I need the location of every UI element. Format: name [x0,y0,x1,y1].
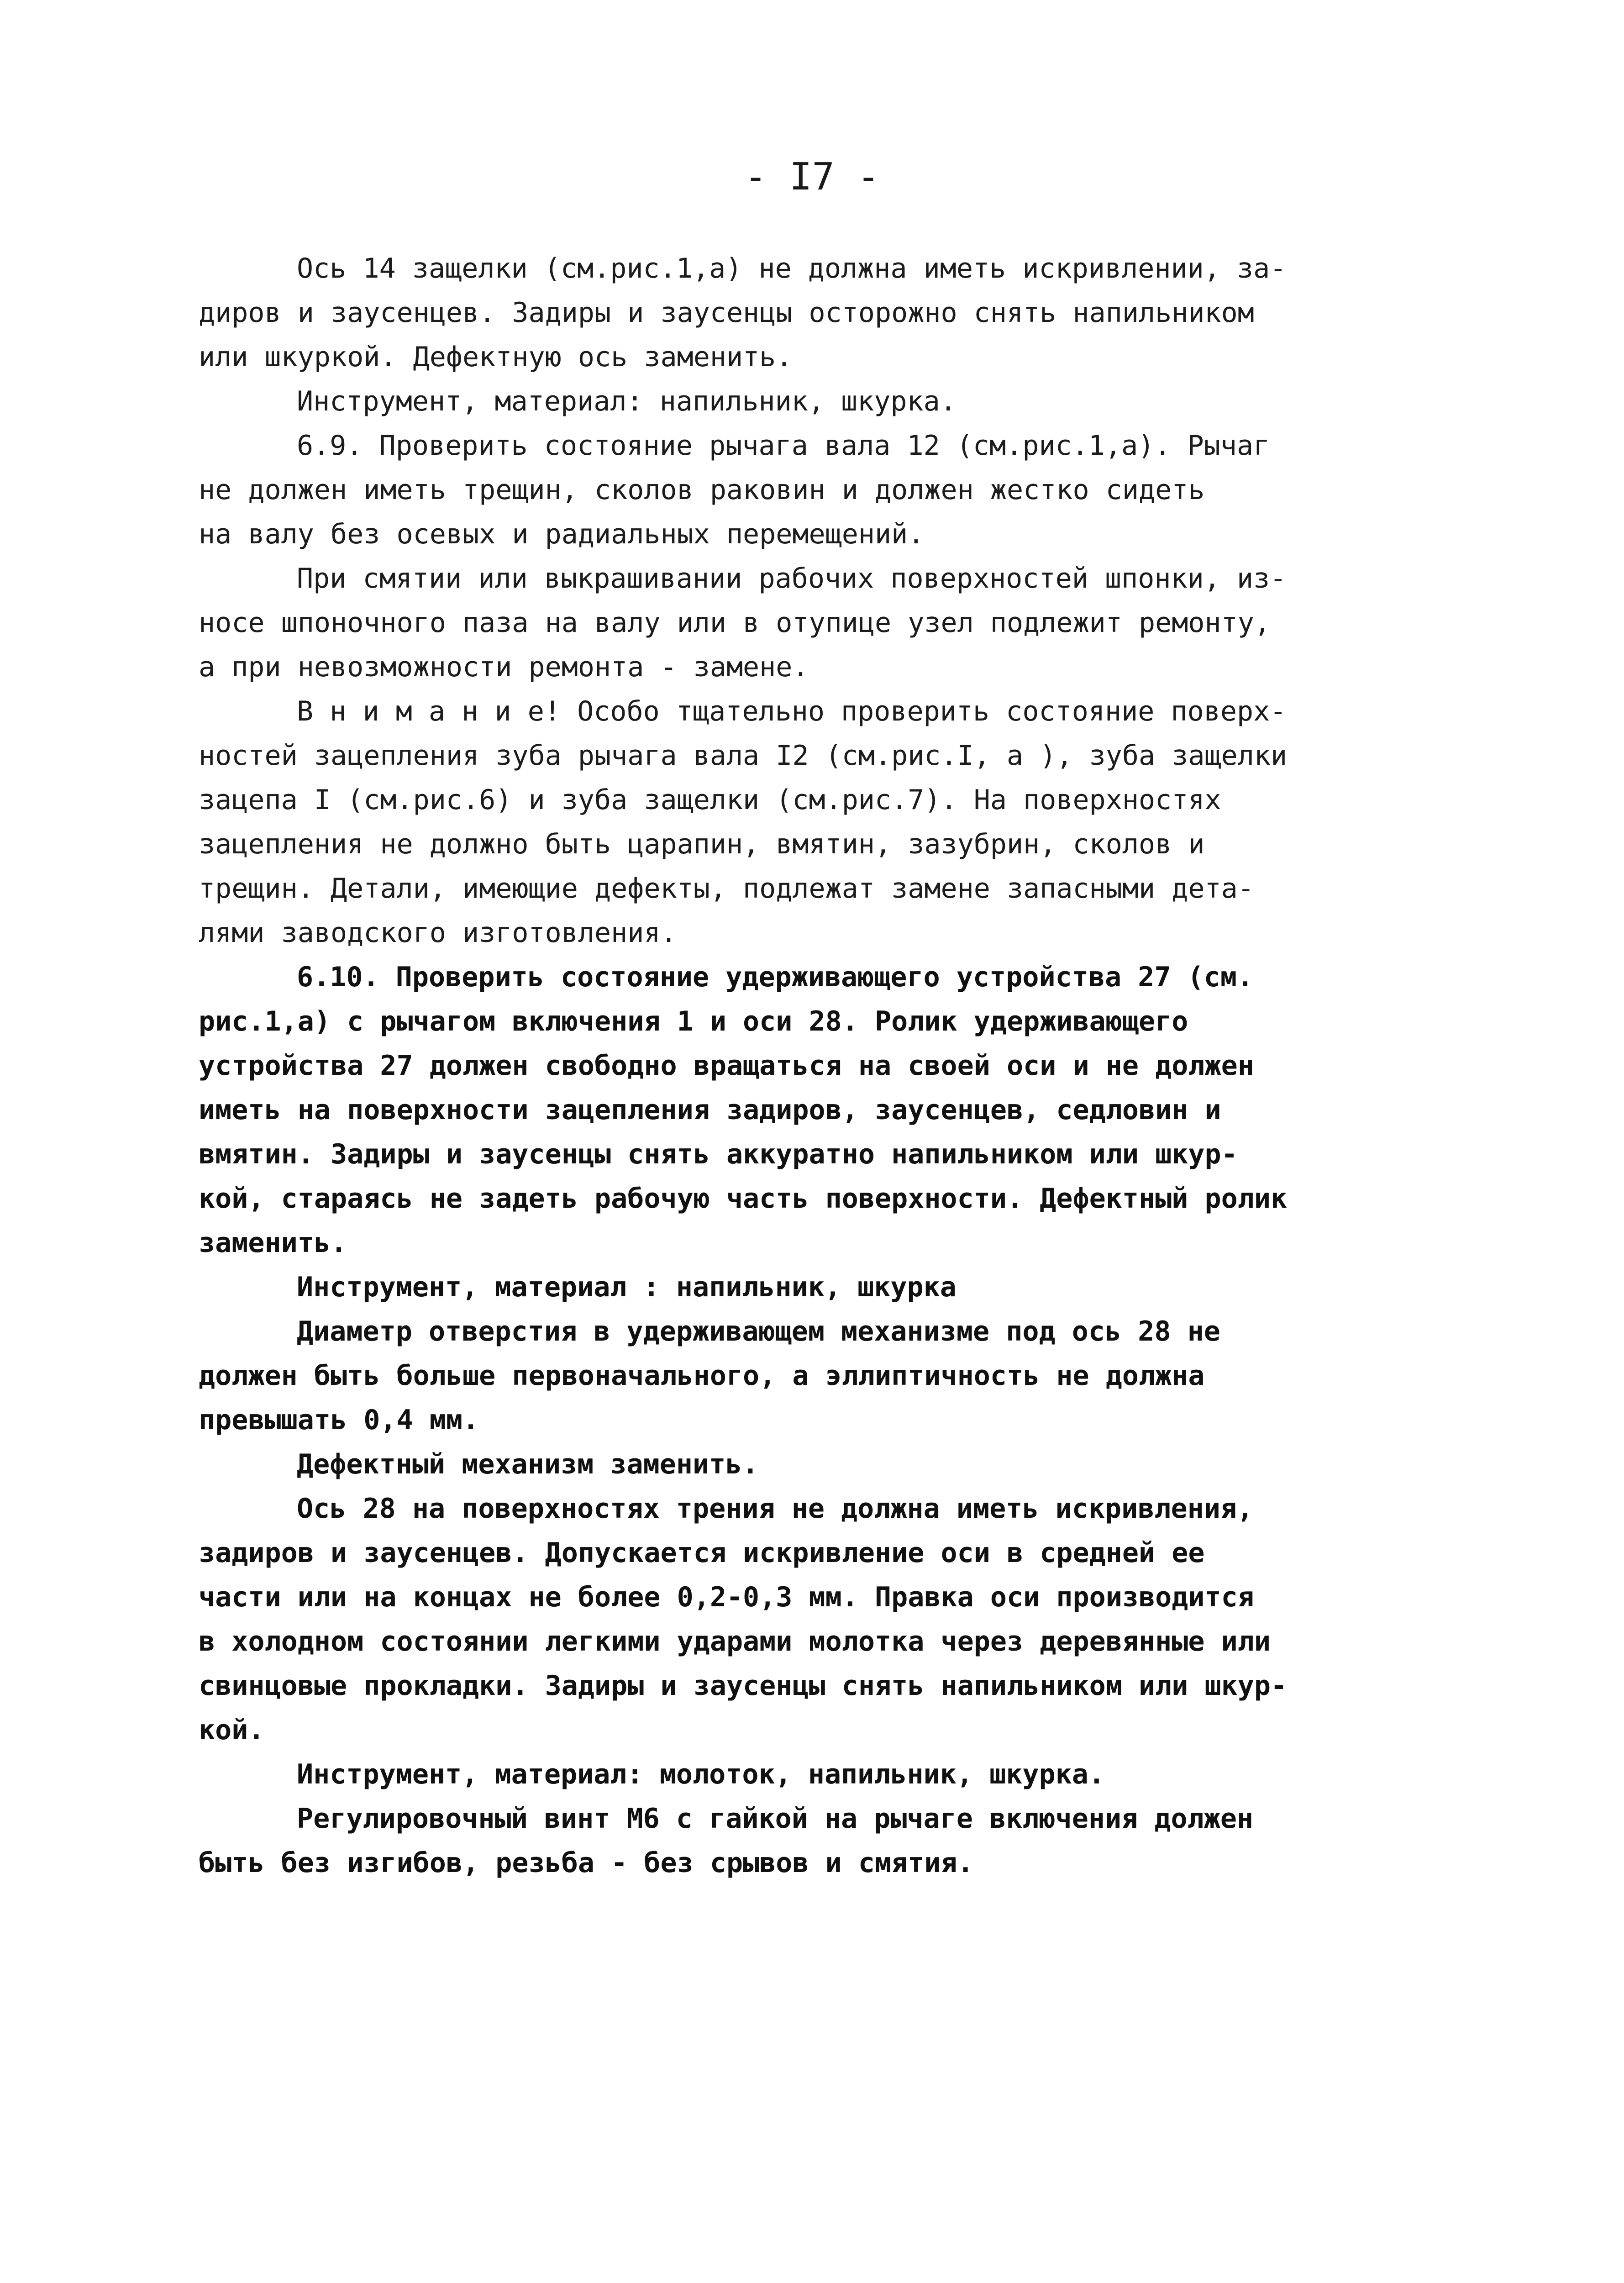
text-line: вмятин. Задиры и заусенцы снять аккуратно напильником или шкур- [199,1138,1238,1170]
text-line: зацепа I (см.рис.6) и зуба защелки (см.рис.7). На поверхностях [199,784,1221,816]
text-line: кой, стараясь не задеть рабочую часть поверхности. Дефектный ролик [199,1183,1288,1215]
text-line: носе шпоночного паза на валу или в отупице узел подлежит ремонту, [199,607,1271,639]
text-line: иметь на поверхности зацепления задиров, заусенцев, седловин и [199,1094,1221,1126]
text-line: быть без изгибов, резьба - без срывов и смятия. [199,1847,974,1879]
text-line: Регулировочный винт М6 с гайкой на рычаге включения должен [297,1803,1254,1835]
text-line: Инструмент, материал: молоток, напильник, шкурка. [297,1758,1105,1790]
text-line: не должен иметь трещин, сколов раковин и должен жестко сидеть [199,474,1205,506]
text-line: в холодном состоянии легкими ударами молотка через деревянные или [199,1625,1271,1657]
text-line: 6.10. Проверить состояние удерживающего устройства 27 (см. [297,961,1254,993]
text-line: или шкуркой. Дефектную ось заменить. [199,341,793,373]
text-line: превышать 0,4 мм. [199,1404,479,1436]
text-line: задиров и заусенцев. Допускается искривление оси в средней ее [199,1537,1205,1569]
text-line: При смятии или выкрашивании рабочих поверхностей шпонки, из- [297,563,1287,594]
text-line: свинцовые прокладки. Задиры и заусенцы снять напильником или шкур- [199,1670,1288,1702]
text-line: а при невозможности ремонта - замене. [199,651,809,683]
text-line: В н и м а н и е! Особо тщательно проверить состояние поверх- [297,695,1287,727]
body-text [199,247,1454,1885]
text-line: рис.1,а) с рычагом включения 1 и оси 28. Ролик удерживающего [199,1005,1188,1037]
text-line: Диаметр отверстия в удерживающем механизме под ось 28 не [297,1315,1220,1347]
text-line: должен быть больше первоначального, а эллиптичность не должна [199,1360,1205,1392]
text-line: Ось 14 защелки (см.рис.1,а) не должна иметь искривлении, за- [297,252,1287,284]
text-line: диров и заусенцев. Задиры и заусенцы осторожно снять напильником [199,297,1254,329]
text-line: Дефектный механизм заменить. [297,1448,759,1480]
text-line: трещин. Детали, имеющие дефекты, подлежат замене запасными дета- [199,873,1254,905]
text-line: кой. [199,1714,265,1746]
text-line: на валу без осевых и радиальных перемещений. [199,518,925,550]
text-line: лями заводского изготовления. [199,917,677,949]
text-line: Инструмент, материал: напильник, шкурка. [297,385,957,417]
page-number: - I7 - [744,155,880,199]
text-line: устройства 27 должен свободно вращаться на своей оси и не должен [199,1050,1254,1082]
text-line: 6.9. Проверить состояние рычага вала 12 (см.рис.1,а). Рычаг [297,430,1270,462]
text-line: Инструмент, материал : напильник, шкурка [297,1271,957,1303]
text-line: зацепления не должно быть царапин, вмятин, зазубрин, сколов и [199,828,1205,860]
text-line: заменить. [199,1227,347,1259]
text-line: части или на концах не более 0,2-0,3 мм. Правка оси производится [199,1581,1254,1613]
text-line: ностей зацепления зуба рычага вала I2 (см.рис.I, а ), зуба защелки [199,740,1288,772]
text-line: Ось 28 на поверхностях трения не должна иметь искривления, [297,1493,1254,1525]
